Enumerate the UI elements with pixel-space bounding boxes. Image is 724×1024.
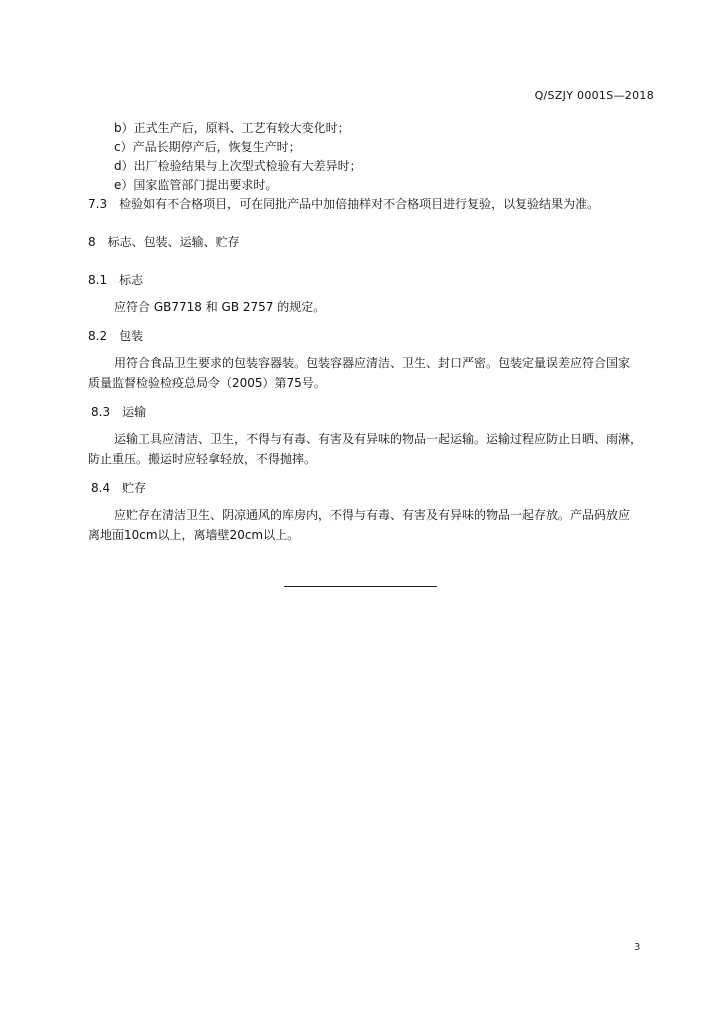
section-8-4-line1: 应贮存在清洁卫生、阴凉通风的库房内，不得与有毒、有害及有异味的物品一起存放。产品码放应 xyxy=(114,508,631,522)
section-8-2-line2: 质量监督检验检疫总局令（2005）第75号。 xyxy=(88,376,326,390)
inspection-item-d: d）出厂检验结果与上次型式检验有大差异时； xyxy=(114,159,362,173)
section-8-1-text: 应符合 GB7718 和 GB 2757 的规定。 xyxy=(114,300,326,314)
inspection-item-b: b）正式生产后，原料、工艺有较大变化时； xyxy=(114,121,350,135)
section-8-1-heading: 8.1 标志 xyxy=(88,273,144,287)
section-8-4-line2: 离地面10cm以上，离墙壁20cm以上。 xyxy=(88,528,300,542)
section-8-3-heading: 8.3 运输 xyxy=(91,405,147,419)
section-8-2-line1: 用符合食品卫生要求的包装容器装。包装容器应清洁、卫生、封口严密。包装定量误差应符合国家 xyxy=(114,356,631,370)
section-8-2-heading: 8.2 包装 xyxy=(88,329,144,343)
section-8-title: 8 标志、包装、运输、贮存 xyxy=(88,235,240,249)
page-number: 3 xyxy=(634,942,641,953)
section-8-4-heading: 8.4 贮存 xyxy=(91,481,147,495)
inspection-item-e: e）国家监管部门提出要求时。 xyxy=(114,178,278,192)
section-8-3-line2: 防止重压。搬运时应轻拿轻放，不得抛摔。 xyxy=(88,452,317,466)
end-of-text-divider xyxy=(284,586,437,587)
standard-code: Q/SZJY 0001S—2018 xyxy=(534,89,654,102)
inspection-item-c: c）产品长期停产后，恢复生产时； xyxy=(114,140,301,154)
clause-7-3: 7.3 检验如有不合格项目，可在同批产品中加倍抽样对不合格项目进行复验，以复验结果为准。 xyxy=(88,197,600,211)
section-8-3-line1: 运输工具应清洁、卫生，不得与有毒、有害及有异味的物品一起运输。运输过程应防止日晒、雨淋， xyxy=(114,432,643,446)
